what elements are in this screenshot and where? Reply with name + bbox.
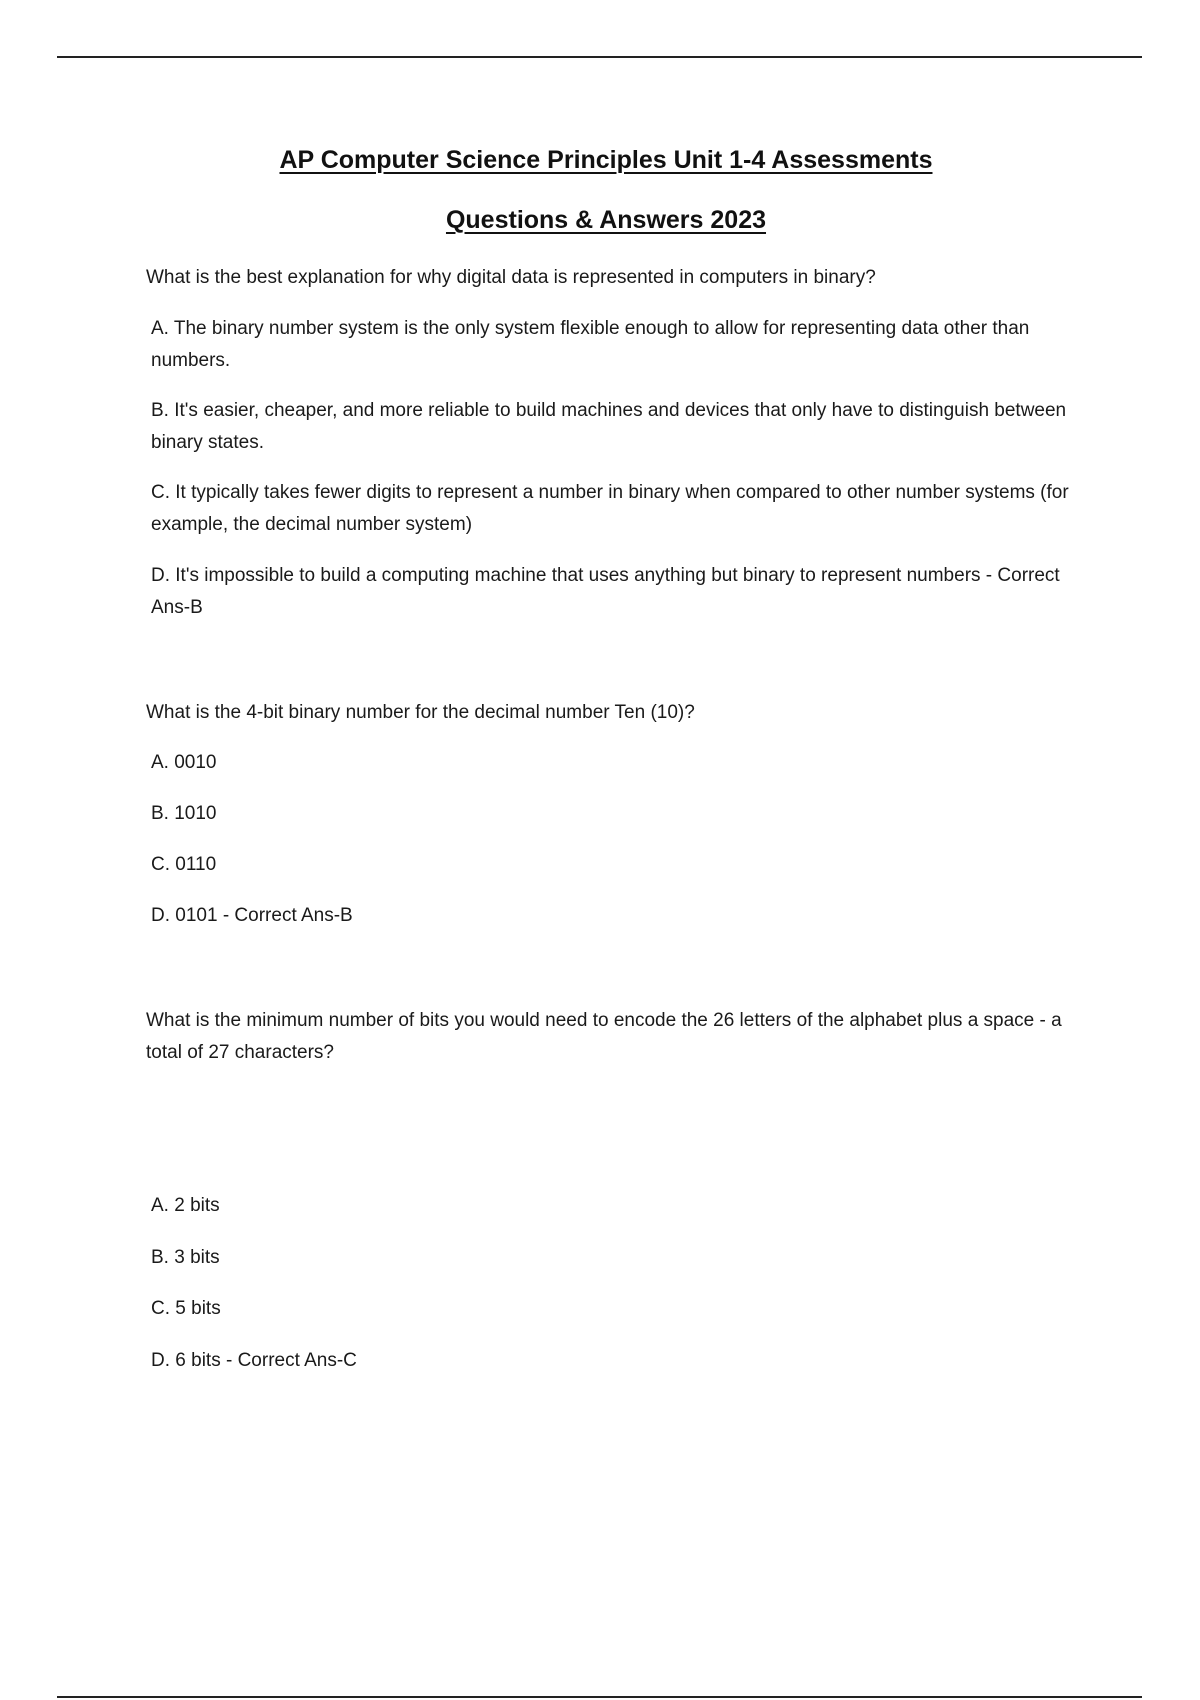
document-subtitle: Questions & Answers 2023 — [445, 206, 767, 234]
question-2-option-b: B. 1010 — [151, 803, 217, 824]
question-1-option-a: A. The binary number system is the only system flexible enough to allow for representing data other than numbers. — [151, 318, 1030, 371]
question-1-option-c: C. It typically takes fewer digits to represent a number in binary when compared to other number systems (for example, the decimal number system) — [151, 482, 1069, 535]
question-2-text: What is the 4-bit binary number for the decimal number Ten (10)? — [146, 702, 695, 723]
question-3-option-b: B. 3 bits — [151, 1247, 220, 1268]
question-1-option-d: D. It's impossible to build a computing machine that uses anything but binary to represent numbers - Correct Ans-B — [151, 565, 1060, 618]
question-1-text: What is the best explanation for why digital data is represented in computers in binary? — [146, 267, 876, 288]
question-1-option-b: B. It's easier, cheaper, and more reliable to build machines and devices that only have to distinguish between binary states. — [151, 400, 1067, 453]
footer-rule — [57, 1696, 1142, 1698]
question-3-option-d: D. 6 bits - Correct Ans-C — [151, 1350, 357, 1371]
document-title: AP Computer Science Principles Unit 1-4 Assessments — [279, 146, 933, 174]
question-3-text: What is the minimum number of bits you would need to encode the 26 letters of the alphabet plus a space - a total of 27 characters? — [146, 1010, 1062, 1063]
question-2-option-a: A. 0010 — [151, 752, 217, 773]
question-3-option-a: A. 2 bits — [151, 1195, 220, 1216]
header-rule — [57, 56, 1142, 58]
question-2-option-c: C. 0110 — [151, 854, 217, 875]
question-3-option-c: C. 5 bits — [151, 1298, 221, 1319]
question-2-option-d: D. 0101 - Correct Ans-B — [151, 905, 353, 926]
